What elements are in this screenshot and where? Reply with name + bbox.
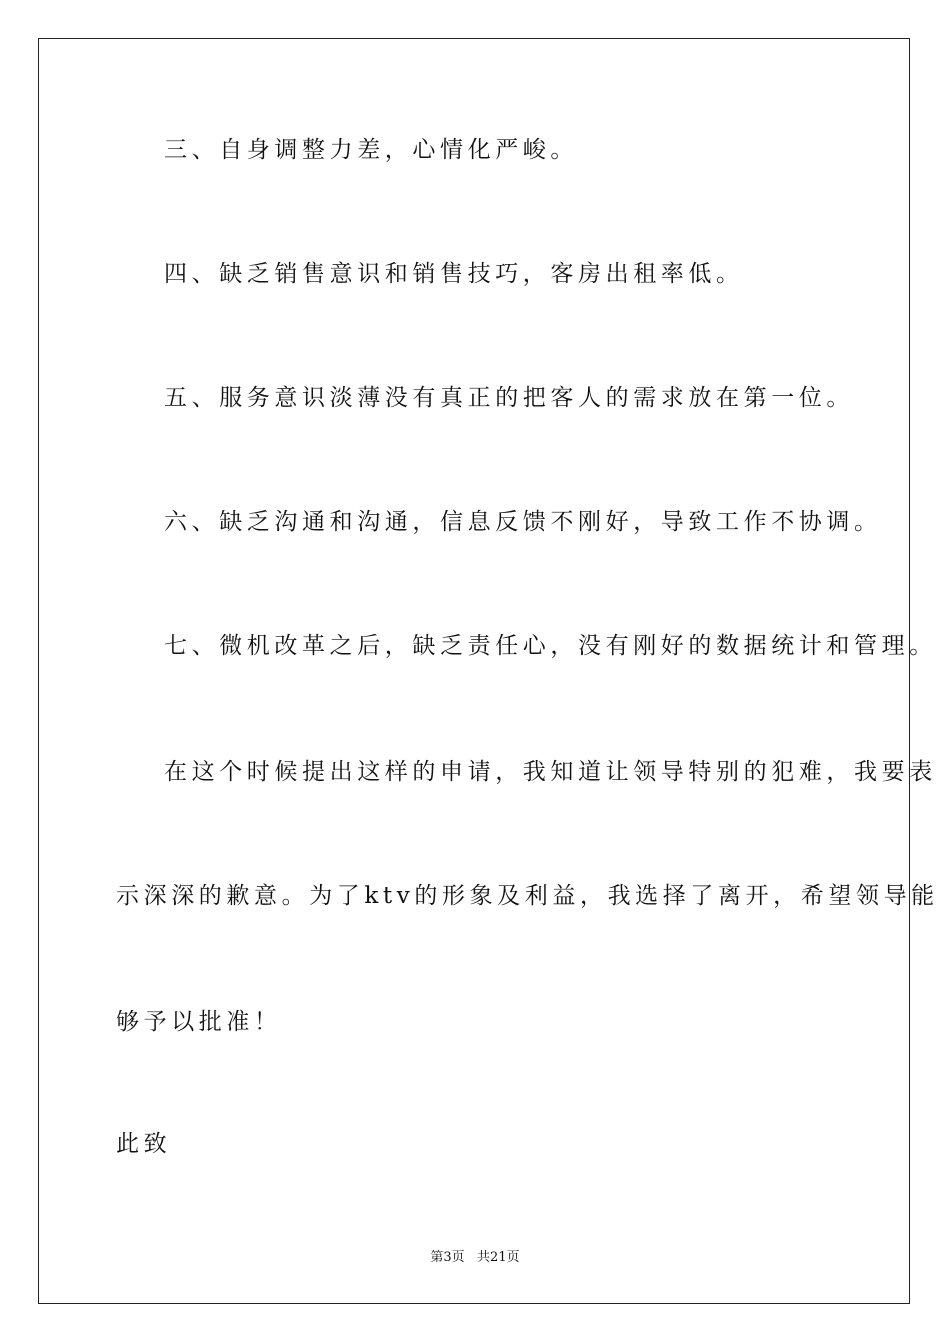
- salutation: 此致: [116, 1131, 172, 1157]
- paragraph-item-4: 四、缺乏销售意识和销售技巧，客房出租率低。: [164, 261, 744, 287]
- closing-paragraph-line-2: 示深深的歉意。为了ktv的形象及利益，我选择了离开，希望领导能: [116, 883, 939, 909]
- paragraph-item-5: 五、服务意识淡薄没有真正的把客人的需求放在第一位。: [164, 385, 854, 411]
- page-border: [38, 38, 910, 1304]
- closing-paragraph-line-3: 够予以批准！: [116, 1009, 282, 1035]
- paragraph-item-3: 三、自身调整力差，心情化严峻。: [164, 137, 578, 163]
- closing-paragraph-line-1: 在这个时候提出这样的申请，我知道让领导特别的犯难，我要表: [164, 759, 937, 785]
- paragraph-item-6: 六、缺乏沟通和沟通，信息反馈不刚好，导致工作不协调。: [164, 509, 882, 535]
- paragraph-item-7: 七、微机改革之后，缺乏责任心，没有刚好的数据统计和管理。: [164, 633, 937, 659]
- page-number-footer: 第3页 共21页: [430, 1250, 520, 1265]
